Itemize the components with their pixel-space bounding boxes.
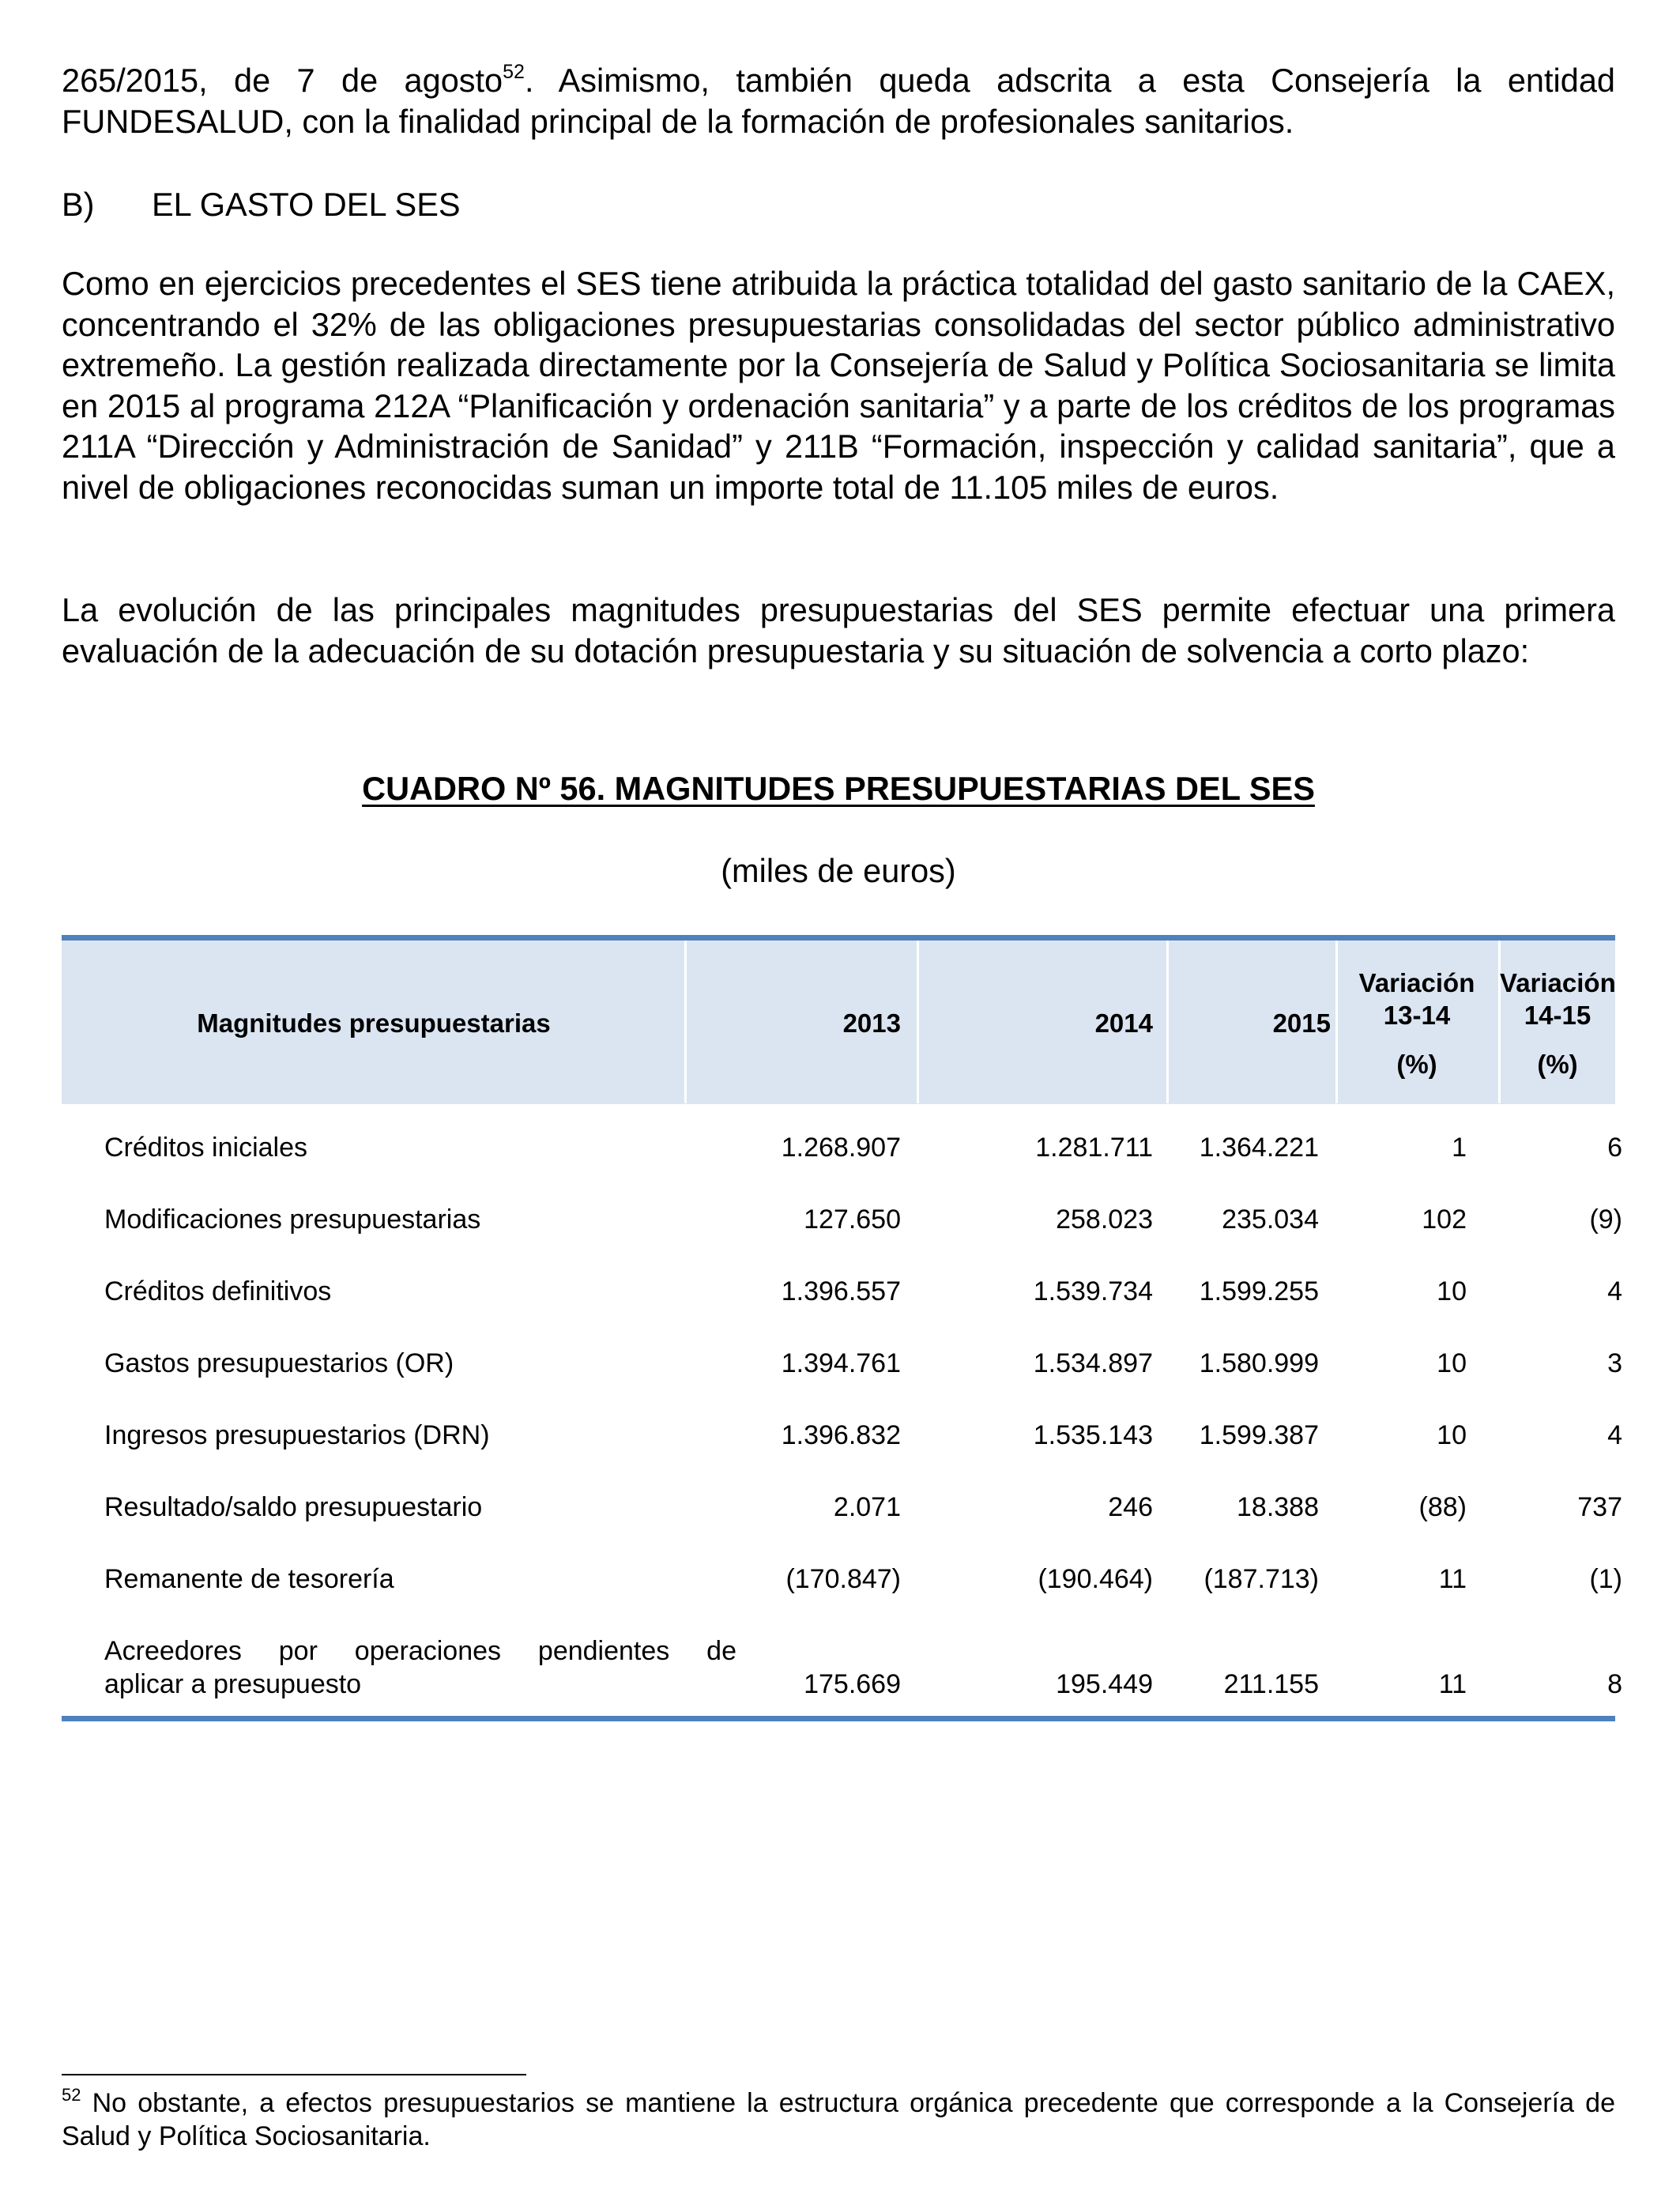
cell-2013: 1.396.832	[781, 1420, 901, 1450]
header-2014: 2014	[1094, 1008, 1153, 1038]
cell-2013: 1.394.761	[781, 1348, 901, 1378]
section-heading-text: EL GASTO DEL SES	[152, 186, 461, 223]
cell-2015: 1.599.255	[1199, 1276, 1319, 1306]
cell-variacion-14-15: 3	[1607, 1348, 1622, 1378]
cell-2014: 1.535.143	[1033, 1420, 1153, 1450]
header-variacion-14-15-pct: (%)	[1537, 1050, 1578, 1079]
footnote-divider	[62, 2074, 526, 2075]
cell-variacion-14-15: (9)	[1589, 1204, 1622, 1235]
cell-2015: (187.713)	[1203, 1564, 1319, 1594]
cell-2014: 1.281.711	[1035, 1133, 1153, 1163]
cell-variacion-13-14: 11	[1438, 1564, 1467, 1594]
paragraph-evolucion: La evolución de las principales magnitudes presupuestarias del SES permite efectuar una primera evaluación de la adecuación de su dotación presupuestaria y su situación de solvencia a corto plazo:	[62, 591, 1615, 669]
row-label: Gastos presupuestarios (OR)	[104, 1348, 454, 1378]
cell-2013: (170.847)	[785, 1564, 901, 1594]
cell-2013: 127.650	[804, 1204, 901, 1235]
table-unit: (miles de euros)	[721, 852, 956, 889]
table-header	[62, 935, 1615, 1103]
cell-variacion-13-14: 102	[1422, 1204, 1467, 1235]
cell-variacion-14-15: 8	[1607, 1669, 1622, 1699]
header-2015: 2015	[1272, 1008, 1331, 1038]
header-variacion-14-15-line1: Variación	[1500, 968, 1616, 997]
cell-2015: 1.580.999	[1199, 1348, 1319, 1378]
header-variacion-13-14-pct: (%)	[1396, 1050, 1437, 1079]
cell-variacion-13-14: (88)	[1418, 1492, 1467, 1522]
cell-2014: 258.023	[1056, 1204, 1153, 1235]
header-variacion-14-15	[1500, 967, 1615, 1080]
cell-2015: 1.364.221	[1199, 1133, 1319, 1163]
row-label: Ingresos presupuestarios (DRN)	[104, 1420, 490, 1450]
cell-variacion-13-14: 10	[1437, 1276, 1467, 1306]
header-variacion-14-15-line2: 14-15	[1524, 1001, 1591, 1030]
header-separator	[917, 941, 919, 1103]
paragraph-gasto: Como en ejercicios precedentes el SES tiene atribuida la práctica totalidad del gasto sanitario de la CAEX, concentrando el 32% de las obligaciones presupuestarias consolidadas del sector público administrativo extremeño. La gestión realizada directamente por la Consejería de Salud y Política Sociosanitaria se limita en 2015 al programa 212A “Planificación y ordenación sanitaria” y a parte de los créditos de los programas 211A “Dirección y Administración de Sanidad” y 211B “Formación, inspección y calidad sanitaria”, que a nivel de obligaciones reconocidas suman un importe total de 11.105 miles de euros.	[62, 265, 1615, 506]
cell-variacion-13-14: 10	[1437, 1420, 1467, 1450]
table-body	[62, 1103, 1622, 1721]
header-variacion-13-14	[1338, 967, 1496, 1080]
cell-2014: 195.449	[1056, 1669, 1153, 1699]
footnote-text: No obstante, a efectos presupuestarios se mantiene la estructura orgánica precedente que corresponde a la Consejería de Salud y Política Sociosanitaria.	[62, 2088, 1615, 2151]
cell-2013: 1.396.557	[781, 1276, 901, 1306]
magnitudes-table	[62, 935, 1622, 1721]
row-label: Modificaciones presupuestarias	[104, 1204, 481, 1235]
header-separator	[684, 941, 687, 1103]
cell-variacion-14-15: 737	[1577, 1492, 1622, 1522]
cell-2013: 175.669	[804, 1669, 901, 1699]
paragraph-intro-text: 265/2015, de 7 de agosto	[62, 62, 503, 99]
cell-2013: 2.071	[833, 1492, 901, 1522]
cell-2014: 246	[1108, 1492, 1153, 1522]
cell-2013: 1.268.907	[781, 1133, 901, 1163]
row-label: Créditos definitivos	[104, 1276, 332, 1306]
row-label-line1: Acreedores por operaciones pendientes de	[104, 1636, 736, 1666]
cell-variacion-14-15: (1)	[1589, 1564, 1622, 1594]
row-label: Resultado/saldo presupuestario	[104, 1492, 483, 1522]
cell-variacion-13-14: 10	[1437, 1348, 1467, 1378]
table-title	[62, 768, 1615, 809]
cell-2015: 18.388	[1237, 1492, 1319, 1522]
header-variacion-13-14-line1: Variación	[1358, 968, 1475, 997]
header-magnitudes: Magnitudes presupuestarias	[197, 1008, 551, 1038]
row-label-line2: aplicar a presupuesto	[104, 1669, 362, 1699]
cell-variacion-13-14: 11	[1438, 1669, 1467, 1699]
footnote-number: 52	[62, 2085, 81, 2105]
table-title-text: CUADRO Nº 56. MAGNITUDES PRESUPUESTARIAS DEL SES	[362, 770, 1315, 807]
cell-variacion-13-14: 1	[1452, 1133, 1467, 1163]
row-label: Remanente de tesorería	[104, 1564, 394, 1594]
paragraph-intro	[62, 60, 1615, 141]
cell-2014: (190.464)	[1038, 1564, 1153, 1594]
cell-2015: 1.599.387	[1199, 1420, 1319, 1450]
header-variacion-13-14-line2: 13-14	[1383, 1001, 1451, 1030]
cell-variacion-14-15: 6	[1607, 1133, 1622, 1163]
row-label: Créditos iniciales	[104, 1133, 307, 1163]
cell-variacion-14-15: 4	[1607, 1276, 1622, 1306]
footnote	[62, 2087, 1615, 2153]
paragraph-intro-text-cont: . Asimismo, también queda adscrita a esta Consejería la entidad FUNDESALUD, con la finalidad principal de la formación de profesionales sanitarios.	[62, 62, 1615, 140]
header-2013: 2013	[842, 1008, 901, 1038]
cell-2014: 1.539.734	[1033, 1276, 1153, 1306]
cell-2015: 211.155	[1223, 1669, 1319, 1699]
cell-variacion-14-15: 4	[1607, 1420, 1622, 1450]
footnote-reference[interactable]: 52	[503, 61, 525, 83]
cell-2015: 235.034	[1222, 1204, 1319, 1235]
section-heading-letter: B)	[62, 186, 95, 223]
cell-2014: 1.534.897	[1033, 1348, 1153, 1378]
section-heading	[62, 184, 461, 225]
row-label	[104, 1634, 736, 1701]
